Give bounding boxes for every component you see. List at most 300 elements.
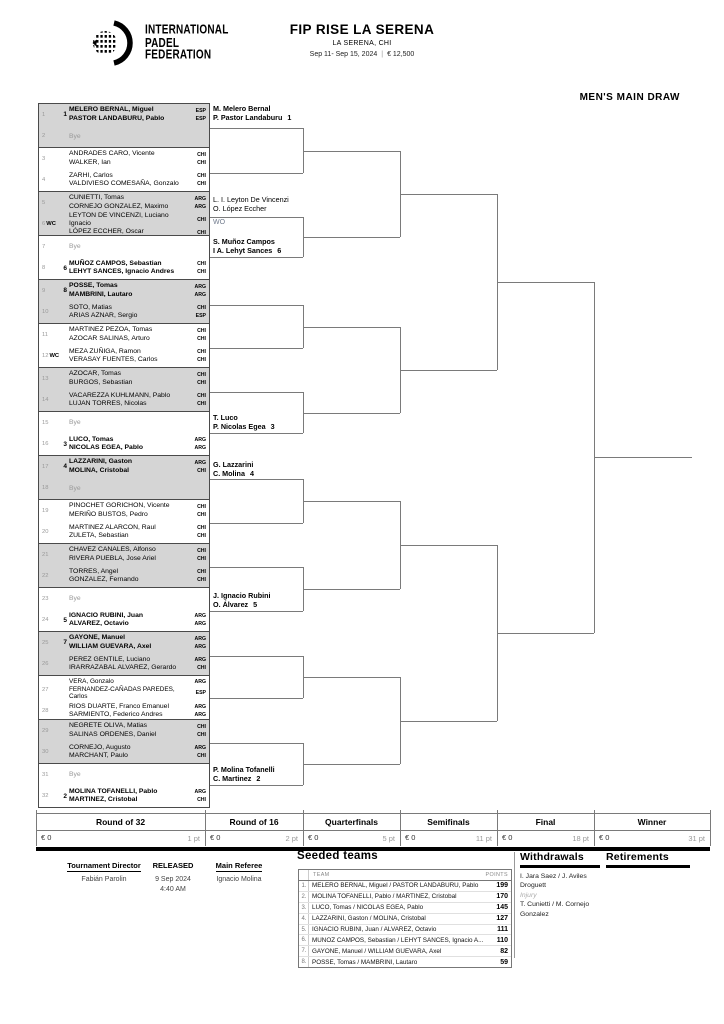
draw-pair [39, 280, 209, 324]
seeded-team-name: MOLINA TOFANELLI, Pablo / MARTINEZ, Cristobal [312, 893, 457, 901]
position-number: 5 [42, 199, 46, 206]
player-line [69, 212, 209, 229]
bye-label: Bye [69, 595, 81, 603]
position-cell [39, 148, 56, 170]
position-cell [39, 720, 56, 742]
bracket-line [497, 633, 594, 634]
footer-round-prize: € 0 [405, 833, 416, 842]
round16-seed-number: 3 [270, 421, 275, 431]
seeded-team-name: MELERO BERNAL, Miguel / PASTOR LANDABURU, Pablo [312, 882, 479, 890]
player-name: BURGOS, Sebastian [69, 378, 133, 386]
country-code: ARG [194, 657, 206, 664]
draw-row [39, 346, 209, 368]
round16-team [213, 766, 309, 783]
draw-pair [39, 412, 209, 456]
bracket-line [210, 523, 303, 524]
player-line [69, 656, 209, 664]
team-column-header: TEAM [313, 872, 330, 878]
seed-number [56, 566, 69, 588]
country-code: ARG [194, 613, 206, 620]
seeded-teams-header-row [299, 870, 511, 881]
player-line [69, 400, 209, 408]
player-name: MOLINA TOFANELLI, Pablo [69, 787, 158, 795]
player-name: GONZALEZ, Fernando [69, 576, 139, 584]
footer-round-points: 11 pt [475, 834, 492, 843]
player-name: GAYONE, Manuel [69, 634, 126, 642]
bracket-line [400, 370, 497, 371]
bracket-line [210, 611, 303, 612]
country-code: CHI [197, 327, 206, 334]
player-line [69, 502, 209, 510]
team-names [69, 258, 209, 280]
draw-pair [39, 676, 209, 720]
team-names [69, 566, 209, 588]
draw-pair [39, 544, 209, 588]
draw-row [39, 500, 209, 522]
country-code: ARG [194, 635, 206, 642]
team-names [69, 544, 209, 566]
position-number: 21 [42, 551, 49, 558]
seeded-team-points: 127 [496, 915, 508, 923]
position-cell [39, 703, 56, 719]
draw-row [39, 522, 209, 544]
country-code: CHI [197, 261, 206, 268]
player-name: VALDIVIESO COMESAÑA, Gonzalo [69, 180, 179, 188]
round16-team [213, 196, 309, 213]
draw-row [39, 703, 209, 719]
player-name: CORNEJO GONZALEZ, Maximo [69, 202, 169, 210]
country-code: CHI [197, 665, 206, 672]
team-names [69, 368, 209, 390]
player-line [69, 180, 209, 188]
country-code: CHI [197, 159, 206, 166]
country-code: CHI [197, 797, 206, 804]
country-code: ARG [194, 459, 206, 466]
seeded-team-row [299, 903, 511, 914]
bye-label: Bye [69, 243, 81, 251]
footer-round-prize: € 0 [502, 833, 513, 842]
player-name: ALVAREZ, Octavio [69, 620, 129, 628]
bracket-line [210, 656, 303, 657]
seeded-team-points: 59 [500, 958, 508, 966]
round-of-32-table [38, 103, 210, 808]
country-code: CHI [197, 349, 206, 356]
bracket-line [303, 413, 400, 414]
player-name: LEHYT SANCES, Ignacio Andres [69, 268, 175, 276]
seeded-team-number: 8. [299, 957, 309, 967]
round16-team-line2 [213, 247, 309, 256]
draw-row [39, 390, 209, 412]
round16-team-line2-name: I A. Lehyt Sances [213, 245, 273, 255]
player-line [69, 436, 209, 444]
seed-number [56, 390, 69, 412]
country-code: CHI [197, 335, 206, 342]
seed-number: 8 [63, 287, 67, 295]
position-number: 10 [42, 309, 49, 316]
seeded-team-number: 1. [299, 881, 309, 891]
team-names [69, 236, 209, 258]
wildcard-label: WC [49, 353, 60, 360]
player-line [69, 788, 209, 796]
bracket-line [210, 257, 303, 258]
round16-team-line1: J. Ignacio Rubini [213, 591, 271, 600]
seeded-team-name: GAYONE, Manuel / WILLIAM GUEVARA, Axel [312, 947, 442, 955]
seed-number [56, 148, 69, 170]
seeded-team-name: MUÑOZ CAMPOS, Sebastian / LEHYT SANCES, Ignacio A... [312, 936, 484, 944]
round16-team-line2-name: P. Nicolas Egea [213, 421, 266, 431]
player-line [69, 511, 209, 519]
team-names [69, 742, 209, 764]
footer-round-prize: € 0 [210, 833, 221, 842]
seeded-team-number: 2. [299, 892, 309, 902]
position-cell [39, 544, 56, 566]
country-code: CHI [197, 269, 206, 276]
position-cell [39, 170, 56, 192]
footer-round-label: Round of 16 [229, 817, 279, 827]
country-code: ARG [194, 678, 206, 685]
position-number: 3 [42, 155, 46, 162]
player-line [69, 203, 209, 211]
position-number: 23 [42, 595, 49, 602]
seed-number: 1 [63, 111, 67, 119]
round16-team-line2-name: C. Molina [213, 468, 245, 478]
footer-mid-rule [36, 830, 710, 831]
country-code: CHI [197, 555, 206, 562]
position-number: 12 [42, 353, 49, 360]
bracket-line [400, 545, 497, 546]
player-name: VACAREZZA KUHLMANN, Pablo [69, 391, 171, 399]
country-code: CHI [197, 151, 206, 158]
team-names [69, 126, 209, 148]
released-block [140, 855, 206, 895]
draw-pair [39, 632, 209, 676]
position-cell [39, 742, 56, 764]
player-name: MOLINA, Cristobal [69, 466, 130, 474]
team-names [69, 786, 209, 808]
seeded-team-number: 5. [299, 925, 309, 935]
country-code: CHI [197, 723, 206, 730]
footer-round-prize: € 0 [599, 833, 610, 842]
draw-pair [39, 192, 209, 236]
seeded-team-points: 82 [500, 947, 508, 955]
bracket-line [210, 698, 303, 699]
bracket-line [210, 479, 303, 480]
player-name: MARCHANT, Paulo [69, 752, 128, 760]
round16-team-line1: L. I. Leyton De Vincenzi [213, 195, 289, 204]
seed-number [56, 703, 69, 719]
draw-row [39, 434, 209, 456]
position-number: 8 [42, 265, 46, 272]
position-cell [39, 324, 56, 346]
position-number: 19 [42, 507, 49, 514]
position-number: 32 [42, 793, 49, 800]
team-names [69, 610, 209, 632]
released-time: 4:40 AM [160, 886, 186, 893]
player-line [69, 643, 209, 651]
position-number: 14 [42, 397, 49, 404]
country-code: ARG [194, 195, 206, 202]
player-line [69, 228, 209, 236]
player-name: MAMBRINI, Lautaro [69, 290, 133, 298]
round16-seed-number: 6 [277, 245, 282, 255]
seed-number: 5 [63, 616, 67, 624]
player-line [69, 356, 209, 364]
seeded-team-row [299, 925, 511, 936]
withdrawal-team: I. Jara Saez / J. Aviles Droguett [520, 872, 587, 890]
seed-number [56, 522, 69, 544]
round16-team-line2 [213, 423, 309, 432]
position-cell [39, 192, 56, 214]
player-line [69, 458, 209, 466]
team-names [69, 324, 209, 346]
draw-row [39, 720, 209, 742]
footer-tick [710, 810, 711, 846]
position-number: 18 [42, 485, 49, 492]
country-code: CHI [197, 753, 206, 760]
player-name: POSSE, Tomas [69, 282, 118, 290]
draw-row [39, 786, 209, 808]
retirements-title: Retirements [606, 851, 669, 863]
points-column-header: POINTS [485, 872, 508, 878]
draw-row [39, 742, 209, 764]
bracket-line [303, 327, 400, 328]
player-name: SOTO, Matias [69, 303, 112, 311]
bye-label: Bye [69, 419, 81, 427]
seed-number: 7 [63, 639, 67, 647]
footer-round-label: Final [535, 817, 556, 827]
player-name: IGNACIO RUBINI, Juan [69, 611, 144, 619]
seed-number [56, 500, 69, 522]
draw-row [39, 654, 209, 676]
position-cell [39, 434, 56, 456]
main-referee-block [204, 855, 274, 885]
player-line [69, 379, 209, 387]
country-code: CHI [197, 371, 206, 378]
position-cell [39, 104, 56, 126]
country-code: ESP [195, 313, 206, 320]
seeded-team-points: 111 [497, 926, 508, 933]
position-cell [39, 764, 56, 786]
draw-row [39, 302, 209, 324]
seed-number: 2 [63, 792, 67, 800]
round16-seed-number: 2 [256, 773, 261, 783]
team-names [69, 703, 209, 719]
seeded-team-number: 6. [299, 935, 309, 945]
player-line [69, 268, 209, 276]
seeded-team-points: 145 [496, 904, 508, 912]
team-names [69, 148, 209, 170]
draw-row [39, 456, 209, 478]
player-name: ANDRADES CARO, Vicente [69, 150, 155, 158]
country-code: ARG [194, 745, 206, 752]
seeded-team-number: 7. [299, 946, 309, 956]
country-code: ARG [194, 445, 206, 452]
position-number: 20 [42, 529, 49, 536]
team-names [69, 588, 209, 610]
player-name: RIOS DUARTE, Franco Emanuel [69, 702, 169, 710]
player-line [69, 291, 209, 299]
seeded-team-points: 170 [496, 893, 508, 901]
country-code: CHI [197, 731, 206, 738]
seed-number [56, 412, 69, 434]
round16-team-line2-name: C. Martinez [213, 773, 252, 783]
round16-team [213, 105, 309, 122]
position-cell [39, 478, 56, 500]
country-code: CHI [197, 533, 206, 540]
round16-team [213, 461, 309, 478]
footer-round-label: Semifinals [427, 817, 470, 827]
draw-title: MEN'S MAIN DRAW [579, 92, 680, 103]
player-name: SALINAS ORDENES, Daniel [69, 730, 157, 738]
bye-label: Bye [69, 771, 81, 779]
tournament-director-name: Fabián Parolin [81, 876, 127, 883]
player-line [69, 115, 209, 123]
team-names [69, 302, 209, 324]
position-number: 13 [42, 375, 49, 382]
draw-row [39, 211, 209, 236]
walkover-label: WO [213, 219, 226, 226]
bracket-line [303, 764, 400, 765]
player-name: RIVERA PUEBLA, Jose Ariel [69, 554, 156, 562]
footer-top-rule [36, 813, 710, 814]
seed-number [56, 478, 69, 500]
team-names [69, 412, 209, 434]
team-names [69, 280, 209, 302]
draw-row [39, 566, 209, 588]
country-code: CHI [197, 379, 206, 386]
bracket-line [497, 282, 594, 283]
player-line [69, 326, 209, 334]
draw-row [39, 610, 209, 632]
bracket-line [303, 151, 400, 152]
position-cell [39, 676, 56, 703]
player-name: WALKER, Ian [69, 158, 111, 166]
country-code: ESP [195, 115, 206, 122]
seeded-team-number: 3. [299, 903, 309, 913]
position-number: 15 [42, 419, 49, 426]
player-line [69, 150, 209, 158]
position-cell [39, 126, 56, 148]
position-cell [39, 236, 56, 258]
player-name: MELERO BERNAL, Miguel [69, 106, 154, 114]
withdrawal-team: T. Cunietti / M. Cornejo Gonzalez [520, 901, 590, 918]
player-line [69, 260, 209, 268]
draw-pair [39, 764, 209, 807]
bracket-line [210, 433, 303, 434]
player-line [69, 796, 209, 804]
position-number: 28 [42, 708, 49, 714]
country-code: CHI [197, 503, 206, 510]
bye-label: Bye [69, 484, 81, 492]
seeded-teams-title: Seeded teams [297, 850, 378, 862]
event-header [200, 22, 524, 58]
position-cell [39, 214, 56, 236]
country-code: CHI [197, 569, 206, 576]
country-code: CHI [197, 577, 206, 584]
round16-seed-number: 5 [253, 599, 258, 609]
logo-line: INTERNATIONAL [145, 22, 229, 38]
round16-team-line1: S. Muñoz Campos [213, 237, 275, 246]
event-dates-prize [200, 51, 524, 58]
player-line [69, 620, 209, 628]
withdrawals-title: Withdrawals [520, 851, 584, 863]
seed-number: 6 [63, 264, 67, 272]
draw-row [39, 588, 209, 610]
position-number: 25 [42, 639, 49, 646]
seed-number [56, 742, 69, 764]
draw-row [39, 170, 209, 192]
bracket-line [400, 721, 497, 722]
seed-number [56, 676, 69, 703]
team-names [69, 170, 209, 192]
seeded-team-points: 199 [496, 882, 508, 890]
player-name: MARTINEZ ALARCON, Raul [69, 523, 156, 531]
winner-line [594, 457, 692, 458]
bracket-line [303, 237, 400, 238]
withdrawals-section [520, 851, 600, 919]
draw-row [39, 104, 209, 126]
round16-team-line1: G. Lazzarini [213, 460, 254, 469]
seed-number [56, 214, 69, 236]
player-name: ZULETA, Sebastian [69, 532, 129, 540]
withdrawals-list [520, 872, 600, 920]
player-name: MUÑOZ CAMPOS, Sebastian [69, 259, 162, 267]
player-line [69, 370, 209, 378]
draw-pair [39, 324, 209, 368]
country-code: CHI [197, 217, 206, 224]
country-code: ARG [194, 621, 206, 628]
position-cell [39, 368, 56, 390]
player-line [69, 532, 209, 540]
player-name: ARIAS AZNAR, Sergio [69, 312, 138, 320]
draw-pair [39, 588, 209, 632]
team-names [69, 632, 209, 654]
bracket-line [303, 677, 400, 678]
position-cell [39, 566, 56, 588]
bracket-line [210, 567, 303, 568]
bracket-line [303, 589, 400, 590]
player-name: WILLIAM GUEVARA, Axel [69, 642, 152, 650]
position-cell [39, 390, 56, 412]
country-code: ARG [194, 643, 206, 650]
country-code: CHI [197, 173, 206, 180]
separator: | [381, 51, 384, 58]
logo-line: PADEL [145, 35, 180, 50]
seeded-team-row [299, 957, 511, 967]
country-code: ESP [195, 107, 206, 114]
draw-row [39, 676, 209, 703]
seed-number [56, 126, 69, 148]
position-cell [39, 500, 56, 522]
team-names [69, 764, 209, 786]
position-number: 22 [42, 573, 49, 580]
position-cell [39, 632, 56, 654]
round16-team-line2 [213, 205, 309, 214]
bracket-line [210, 173, 303, 174]
seeded-num-column-spacer [299, 870, 309, 880]
position-number: 30 [42, 749, 49, 756]
round16-team [213, 592, 309, 609]
seed-number [56, 720, 69, 742]
position-number: 31 [42, 771, 49, 778]
seed-number: 3 [63, 440, 67, 448]
position-number: 9 [42, 287, 46, 294]
draw-row [39, 258, 209, 280]
draw-pair [39, 500, 209, 544]
team-names [69, 478, 209, 500]
seeded-team-name: LUCO, Tomas / NICOLAS EGEA, Pablo [312, 904, 424, 912]
draw-row [39, 544, 209, 566]
